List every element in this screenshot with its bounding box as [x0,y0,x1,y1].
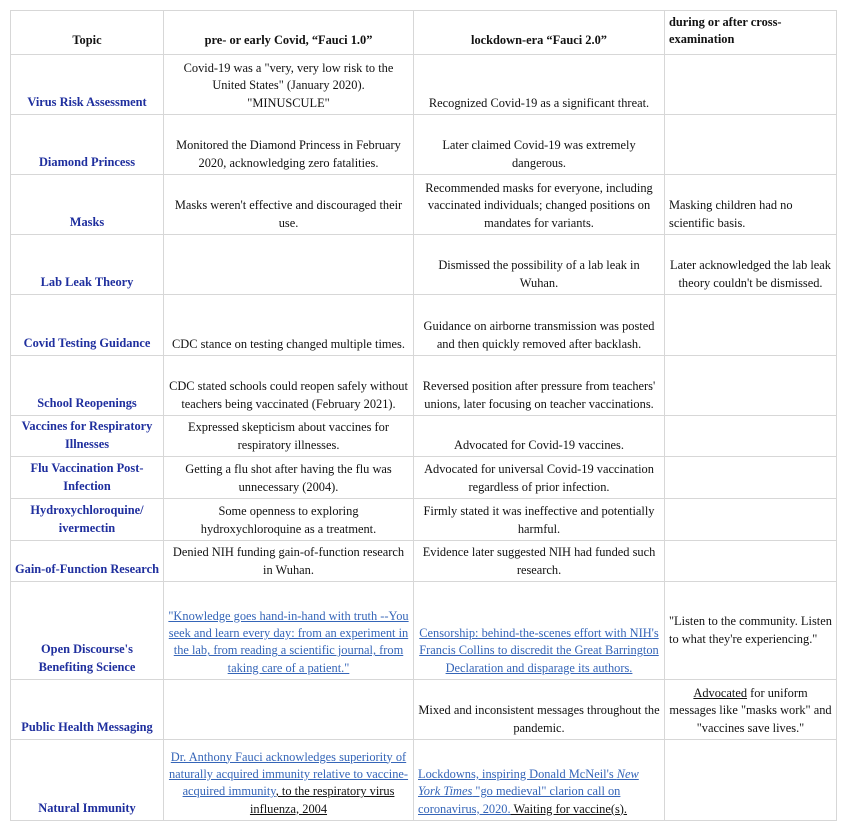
cross-cell: Later acknowledged the lab leak theory couldn't be dismissed. [665,235,837,295]
fauci-2-cell: Evidence later suggested NIH had funded such research. [414,541,665,582]
fauci-1-cell: Denied NIH funding gain-of-function research in Wuhan. [164,541,414,582]
table-row [11,457,837,499]
fauci-2-cell: Lockdowns, inspiring Donald McNeil's New York Times "go medieval" clarion call on coronavirus, 2020. Waiting for vaccine(s). [414,740,665,821]
topic-cell: Vaccines for Respiratory Illnesses [11,416,164,457]
topic-cell: Gain-of-Function Research [11,541,164,582]
cross-cell [665,295,837,356]
fauci-2-cell [414,582,665,680]
fauci-1-cell: Covid-19 was a "very, very low risk to the United States" (January 2020). "MINUSCULE" [164,55,414,115]
table-row [11,680,837,740]
topic-cell: School Reopenings [11,356,164,416]
table-row [11,416,837,457]
header-topic: Topic [11,11,164,55]
fauci-comparison-table [10,10,837,821]
topic-cell: Virus Risk Assessment [11,55,164,115]
topic-cell: Hydroxychloroquine/ ivermectin [11,499,164,541]
fauci-2-cell: Recognized Covid-19 as a significant threat. [414,55,665,115]
fauci-1-cell: Getting a flu shot after having the flu was unnecessary (2004). [164,457,414,499]
cross-cell: "Listen to the community. Listen to what they're experiencing." [665,582,837,680]
table-row [11,499,837,541]
fauci-1-cell: Masks weren't effective and discouraged their use. [164,175,414,235]
fauci-1-cell [164,235,414,295]
header-row [11,11,837,55]
table-row [11,55,837,115]
fauci-1-cell: Expressed skepticism about vaccines for respiratory illnesses. [164,416,414,457]
table-row [11,115,837,175]
cross-cell: Masking children had no scientific basis. [665,175,837,235]
fauci-2-cell: Later claimed Covid-19 was extremely dangerous. [414,115,665,175]
fauci-1-cell: Some openness to exploring hydroxychloroquine as a treatment. [164,499,414,541]
table-row [11,541,837,582]
cross-cell [665,740,837,821]
censorship-link[interactable]: Censorship: behind-the-scenes effort with NIH's Francis Collins to discredit the Great Barrington Declaration and disparage its authors. [419,625,659,675]
table-row [11,235,837,295]
table-row [11,295,837,356]
natural-immunity-link[interactable]: Dr. Anthony Fauci acknowledges superiority of naturally acquired immunity relative to vaccine-acquired immunity [168,749,409,799]
cross-cell [665,541,837,582]
fauci-2-cell: Firmly stated it was ineffective and potentially harmful. [414,499,665,541]
header-fauci-1: pre- or early Covid, “Fauci 1.0” [164,11,414,55]
cross-cell [665,499,837,541]
fauci-1-cell: CDC stance on testing changed multiple times. [164,295,414,356]
cross-cell: Advocated for uniform messages like "masks work" and "vaccines save lives." [665,680,837,740]
topic-cell: Covid Testing Guidance [11,295,164,356]
fauci-2-cell: Mixed and inconsistent messages throughout the pandemic. [414,680,665,740]
fauci-1-cell: Dr. Anthony Fauci acknowledges superiority of naturally acquired immunity relative to vaccine-acquired immunity, to the respiratory virus influenza, 2004 [164,740,414,821]
fauci-1-cell: Monitored the Diamond Princess in February 2020, acknowledging zero fatalities. [164,115,414,175]
header-fauci-2: lockdown-era “Fauci 2.0” [414,11,665,55]
fauci-1-cell [164,582,414,680]
header-cross-examination: during or after cross-examination [665,11,837,55]
topic-cell: Flu Vaccination Post-Infection [11,457,164,499]
topic-cell: Masks [11,175,164,235]
cross-cell [665,55,837,115]
fauci-2-cell: Reversed position after pressure from teachers' unions, later focusing on teacher vaccinations. [414,356,665,416]
table-row [11,740,837,821]
advocated-link[interactable]: Advocated [693,685,748,700]
table-row [11,582,837,680]
lockdowns-link[interactable]: Lockdowns, inspiring Donald McNeil's New York Times "go medieval" clarion call on coronavirus, 2020. [418,766,639,816]
table-row [11,175,837,235]
topic-cell: Natural Immunity [11,740,164,821]
topic-cell: Public Health Messaging [11,680,164,740]
topic-cell: Lab Leak Theory [11,235,164,295]
fauci-2-cell: Guidance on airborne transmission was posted and then quickly removed after backlash. [414,295,665,356]
cross-cell [665,115,837,175]
comparison-table-wrapper [10,10,837,821]
cross-cell [665,416,837,457]
cross-cell [665,457,837,499]
fauci-1-cell [164,680,414,740]
fauci-1-cell: CDC stated schools could reopen safely without teachers being vaccinated (February 2021). [164,356,414,416]
fauci-2-cell: Advocated for universal Covid-19 vaccination regardless of prior infection. [414,457,665,499]
fauci-2-cell: Dismissed the possibility of a lab leak in Wuhan. [414,235,665,295]
topic-cell: Diamond Princess [11,115,164,175]
knowledge-quote-link[interactable]: "Knowledge goes hand-in-hand with truth --You seek and learn every day: from an experiment in the lab, from reading a scientific journal, from taking care of a patient." [168,608,409,675]
fauci-2-cell: Recommended masks for everyone, including vaccinated individuals; changed positions on mandates for variants. [414,175,665,235]
topic-cell: Open Discourse's Benefiting Science [11,582,164,680]
table-row [11,356,837,416]
cross-cell [665,356,837,416]
fauci-2-cell: Advocated for Covid-19 vaccines. [414,416,665,457]
